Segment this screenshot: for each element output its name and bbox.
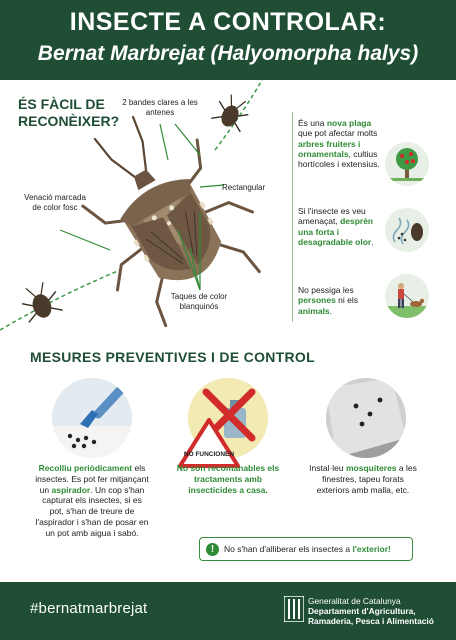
measure-screens-text: Instal·leu mosquiteres a les finestres, tapeu forats exteriors amb malla, etc.	[309, 463, 417, 495]
smell-icon	[385, 208, 429, 252]
label-antennae: 2 bandes clares a les antenes	[122, 98, 198, 117]
vacuum-icon	[52, 378, 132, 458]
fruit-tree-icon	[385, 142, 429, 186]
page-title: INSECTE A CONTROLAR:	[69, 8, 387, 36]
label-spots: Taques de color blanquinós	[170, 292, 228, 311]
hashtag: #bernatmarbrejat	[30, 600, 148, 617]
small-bug-bottom-icon	[18, 279, 63, 323]
warning-sign-icon	[178, 418, 240, 468]
measure-insecticide-text: No són recomanables els tractaments amb insecticides a casa.	[176, 463, 280, 495]
label-rectangular: Rectangular	[222, 183, 266, 192]
prevention-title: MESURES PREVENTIVES I DE CONTROL	[30, 349, 315, 365]
release-warning-box: ! No s'han d'alliberar els insectes a l'exterior!	[199, 537, 413, 561]
footer-banner	[0, 582, 456, 640]
person-dog-icon	[385, 274, 429, 318]
fact-harmless: No pessiga les persones ni els animals.	[298, 285, 359, 316]
label-venation: Venació marcada de color fosc	[24, 193, 86, 212]
warning-sign-text: NO FUNCIONEN	[183, 451, 235, 458]
department-name: Generalitat de Catalunya Departament d'Agricultura, Ramaderia, Pesca i Alimentació	[308, 596, 434, 627]
exclamation-icon: !	[206, 543, 219, 556]
measure-vacuum-text: Recolliu periòdicament els insectes. Es pot fer mitjançant un aspirador. Un cop s'han capturat els insectes, si es pot, s'han de treure de l'aspirador i s'han de posar en un pot amb aigua i sabó.	[35, 463, 149, 538]
page-subtitle: Bernat Marbrejat (Halyomorpha halys)	[37, 42, 419, 65]
header-banner	[0, 0, 456, 80]
flight-path-lower	[0, 270, 120, 330]
facts-divider	[292, 112, 293, 322]
fact-smell: Si l'insecte es veu amenaçat, desprèn una forta i desagradable olor.	[298, 206, 374, 247]
fact-new-pest: És una nova plaga que pot afectar molts arbres fruiters i ornamentals, cultius hortícoles i extensius.	[298, 118, 380, 170]
identify-title: ÉS FÀCIL DE RECONÈIXER?	[18, 96, 120, 129]
generalitat-logo-icon	[284, 596, 304, 622]
window-screen-icon	[326, 378, 406, 458]
